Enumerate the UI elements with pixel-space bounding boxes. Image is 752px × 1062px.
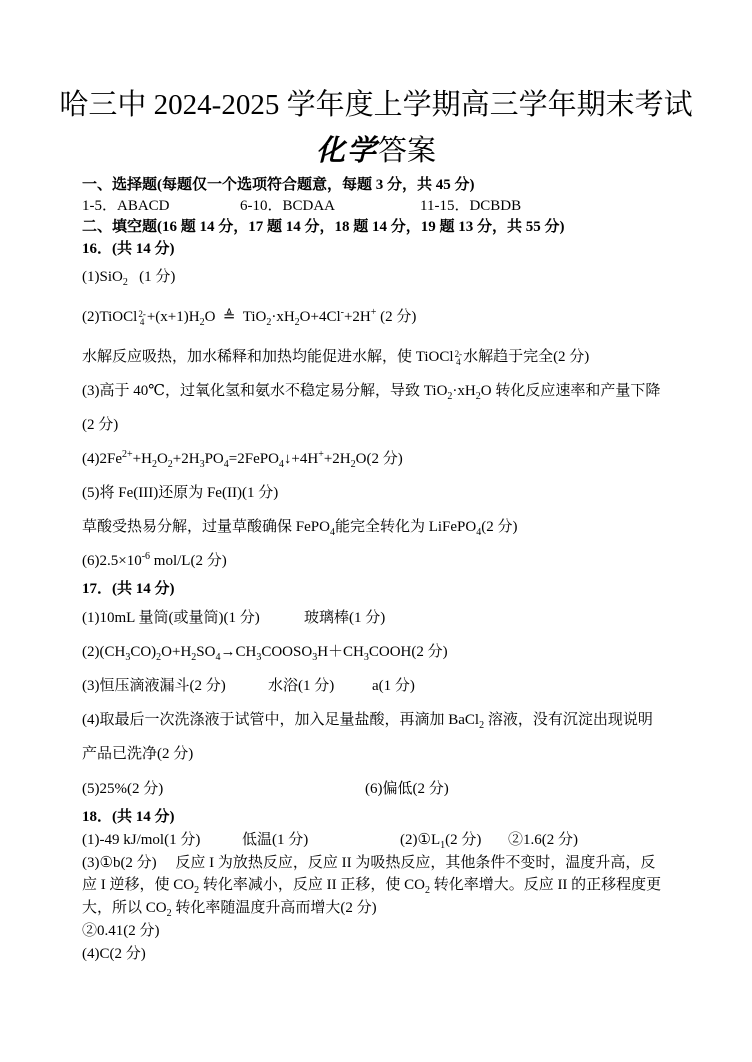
mc-answers-6-10: 6-10．BCDAA <box>240 198 336 214</box>
subtitle-subject: 化学 <box>315 135 378 167</box>
q17-line-2: $(2)(CH_3CO)_2O+H_2SO_4\to CH_3COOSO_3H+CH_3COOH(2$ 分) <box>82 644 448 663</box>
q18-line-2: (3)①b(2 分) 反应 I 为放热反应，反应 II 为吸热反应，其他条件不变时，温度升高，反 <box>82 855 656 871</box>
section2-heading: 二、填空题(16 题 14 分，17 题 14 分，18 题 14 分，19 题 13 分，共 55 分) <box>82 219 565 235</box>
q17-line-6: (5)25%(2 分) (6)偏低(2 分) <box>82 781 449 797</box>
q18-line-3: 应 I 逆移，使 $CO_2$ 转化率减小，反应 II 正移，使 $CO_2$ 转化率增大。反应 II 的正移程度更 <box>82 877 662 896</box>
q16-line-1: (1)SiO$_2$ (1 分) <box>82 269 176 288</box>
q16-line-7: (5)将 Fe(III)还原为 Fe(II)(1 分) <box>82 485 279 501</box>
q18-line-5: ②0.41(2 分) <box>82 923 160 939</box>
mc-answers-row <box>82 197 522 215</box>
page-title: 哈三中 2024-2025 学年度上学期高三学年期末考试 <box>59 89 693 121</box>
q16-line-4: (3)高于 40℃，过氧化氢和氨水不稳定易分解，导致 $TiO_2\cdot xH_2O$ 转化反应速率和产量下降 <box>82 383 661 402</box>
q17-heading: 17．(共 14 分) <box>82 581 175 597</box>
mc-answers-1-5: 1-5．ABACD <box>82 198 170 214</box>
q16-line-3: 水解反应吸热，加水稀释和加热均能促进水解，使 TiOCl2- 4 水解趋于完全(2 分) <box>82 348 590 367</box>
q18-line-6: (4)C(2 分) <box>82 946 146 962</box>
q18-line-1: (1)-49 kJ/mol(1 分) 低温(1 分) $(2)①L_1(2$ 分) ②1.6(2 分) <box>82 832 578 851</box>
q16-heading: 16．(共 14 分) <box>82 241 175 257</box>
q17-line-1: (1)10mL 量筒(或量筒)(1 分) 玻璃棒(1 分) <box>82 610 386 626</box>
q18-line-4: 大，所以 $CO_2$ 转化率随温度升高而增大(2 分) <box>82 900 377 919</box>
q16-line-2: (2)TiOCl2- $4 +(x+1)H_2O$ ≜ $TiO_2\cdot xH_2O+4Cl^-+2H^+$ (2 分) <box>82 307 417 328</box>
section1-heading: 一、选择题(每题仅一个选项符合题意，每题 3 分，共 45 分) <box>82 177 475 193</box>
page-subtitle <box>0 134 752 168</box>
q16-line-9: $(6)2.5\times 10^{-6}$ mol/L(2 分) <box>82 551 227 569</box>
q17-line-5: 产品已洗净(2 分) <box>82 746 194 762</box>
mc-answers-11-15: 11-15．DCBDB <box>420 198 522 214</box>
q16-line-8: 草酸受热易分解，过量草酸确保 FePO$_4$能完全转化为 LiFePO$_4$(2 分) <box>82 519 518 538</box>
q16-line-5: (2 分) <box>82 417 119 433</box>
subtitle-answer: 答案 <box>378 135 437 167</box>
q17-line-3: (3)恒压滴液漏斗(2 分) 水浴(1 分) a(1 分) <box>82 678 415 694</box>
q18-heading: 18．(共 14 分) <box>82 809 175 825</box>
q16-line-6: $(4)2Fe^{2+}+H_2O_2+2H_3PO_4=2FePO_4↓+4H^++2H_2O(2$ 分) <box>82 449 403 470</box>
q17-line-4: (4)取最后一次洗涤液于试管中，加入足量盐酸，再滴加 BaCl$_2$ 溶液，没有沉淀出现说明 <box>82 712 653 731</box>
